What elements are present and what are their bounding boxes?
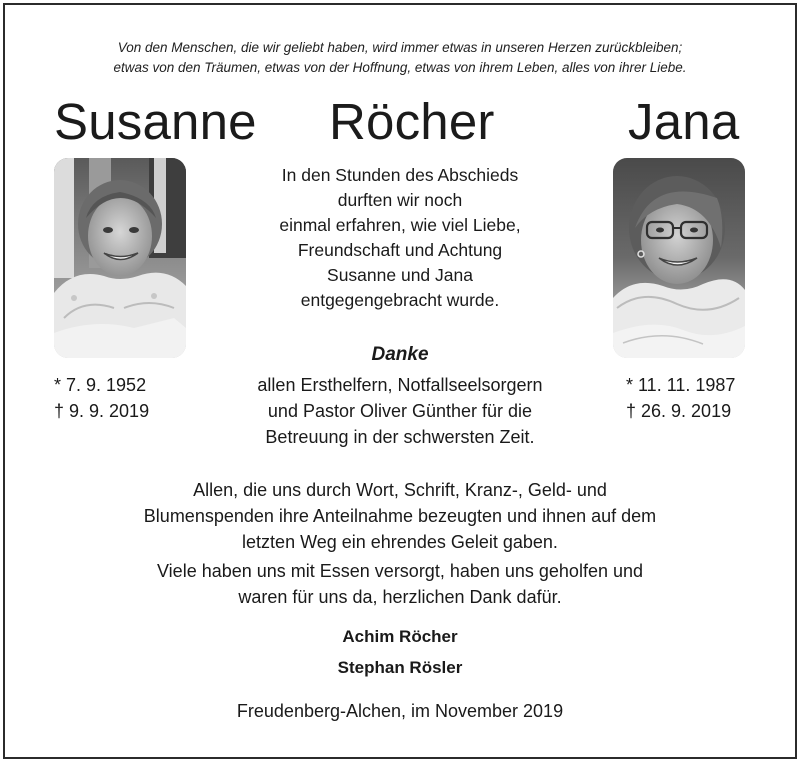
paragraph-line: letzten Weg ein ehrendes Geleit gaben.	[242, 532, 558, 552]
intro-line: Susanne und Jana	[327, 265, 473, 285]
place-and-date: Freudenberg-Alchen, im November 2019	[236, 701, 564, 721]
intro-line: Freundschaft und Achtung	[297, 240, 503, 260]
photo-susanne	[54, 158, 186, 358]
intro-line: entgegengebracht wurde.	[300, 290, 500, 310]
thanks-line: allen Ersthelfern, Notfallseelsorgern	[257, 375, 543, 395]
death-date-jana: † 26. 9. 2019	[626, 401, 732, 421]
intro-text	[210, 163, 590, 313]
intro-line: durften wir noch	[337, 190, 463, 210]
intro-line: einmal erfahren, wie viel Liebe,	[279, 215, 521, 235]
paragraph-line: waren für uns da, herzlichen Dank dafür.	[238, 587, 562, 607]
name-jana: Jana	[628, 93, 740, 150]
thanks-heading: Danke	[371, 344, 429, 365]
intro-line: In den Stunden des Abschieds	[281, 165, 519, 185]
thanks-text	[210, 372, 590, 450]
motto-line-2: etwas von den Träumen, etwas von der Hoffnung, etwas von ihrem Leben, alles von ihrer Liebe.	[113, 60, 687, 75]
motto-line-1: Von den Menschen, die wir geliebt haben, wird immer etwas in unseren Herzen zurückbleiben;	[117, 40, 683, 55]
name-susanne: Susanne	[54, 93, 257, 150]
death-date-susanne: † 9. 9. 2019	[54, 401, 150, 421]
support-paragraph	[60, 558, 740, 610]
motto-quote	[0, 38, 800, 78]
dates-jana	[626, 372, 735, 424]
thanks-line: Betreuung in der schwersten Zeit.	[265, 427, 535, 447]
paragraph-line: Allen, die uns durch Wort, Schrift, Kranz-, Geld- und	[193, 480, 607, 500]
gratitude-paragraph	[60, 477, 740, 555]
thanks-line: und Pastor Oliver Günther für die	[267, 401, 533, 421]
paragraph-line: Blumenspenden ihre Anteilnahme bezeugten und ihnen auf dem	[143, 506, 657, 526]
paragraph-line: Viele haben uns mit Essen versorgt, haben uns geholfen und	[157, 561, 643, 581]
signer-stephan: Stephan Rösler	[337, 658, 463, 677]
dates-susanne	[54, 372, 149, 424]
photo-jana	[613, 158, 745, 358]
family-name: Röcher	[329, 93, 495, 150]
birth-date-susanne: * 7. 9. 1952	[54, 375, 147, 395]
signer-achim: Achim Röcher	[342, 627, 458, 646]
birth-date-jana: * 11. 11. 1987	[626, 375, 736, 395]
